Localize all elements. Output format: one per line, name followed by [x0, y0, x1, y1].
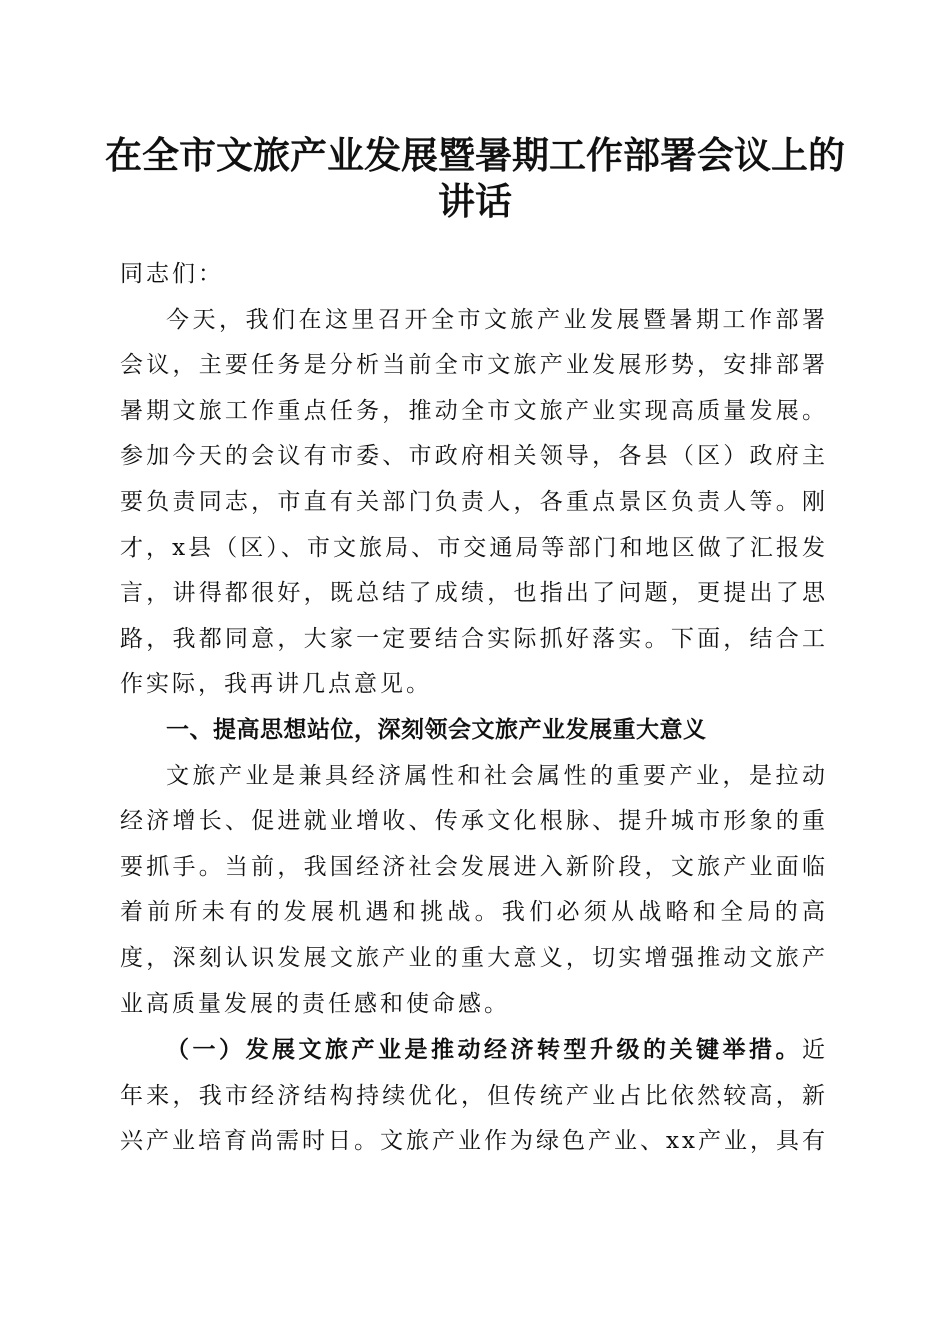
subsection-1-lead: （一）发展文旅产业是推动经济转型升级的关键举措。	[166, 1036, 802, 1064]
subsection-1-text: 近年来，我市经济结构持续优化，但传统产业占比依然较高，新兴产业培育尚需时日。文旅产业作为绿色产业、xx产业，具有	[120, 1037, 828, 1155]
subsection-1-paragraph	[120, 1027, 828, 1165]
section-1-paragraph: 文旅产业是兼具经济属性和社会属性的重要产业，是拉动经济增长、促进就业增收、传承文化根脉、提升城市形象的重要抓手。当前，我国经济社会发展进入新阶段，文旅产业面临着前所未有的发展机遇和挑战。我们必须从战略和全局的高度，深刻认识发展文旅产业的重大意义，切实增强推动文旅产业高质量发展的责任感和使命感。	[120, 762, 828, 1017]
document-title	[100, 132, 850, 224]
title-line-1: 在全市文旅产业发展暨暑期工作部署会议上的	[105, 133, 845, 177]
salutation: 同志们：	[120, 261, 224, 287]
section-heading-1: 一、提高思想站位，深刻领会文旅产业发展重大意义	[166, 716, 707, 743]
intro-paragraph: 今天，我们在这里召开全市文旅产业发展暨暑期工作部署会议，主要任务是分析当前全市文旅产业发展形势，安排部署暑期文旅工作重点任务，推动全市文旅产业实现高质量发展。参加今天的会议有市委、市政府相关领导，各县（区）政府主要负责同志，市直有关部门负责人，各重点景区负责人等。刚才，x县（区）、市文旅局、市交通局等部门和地区做了汇报发言，讲得都很好，既总结了成绩，也指出了问题，更提出了思路，我都同意，大家一定要结合实际抓好落实。下面，结合工作实际，我再讲几点意见。	[120, 306, 828, 698]
document-body	[120, 252, 828, 1165]
title-line-2: 讲话	[438, 179, 512, 223]
